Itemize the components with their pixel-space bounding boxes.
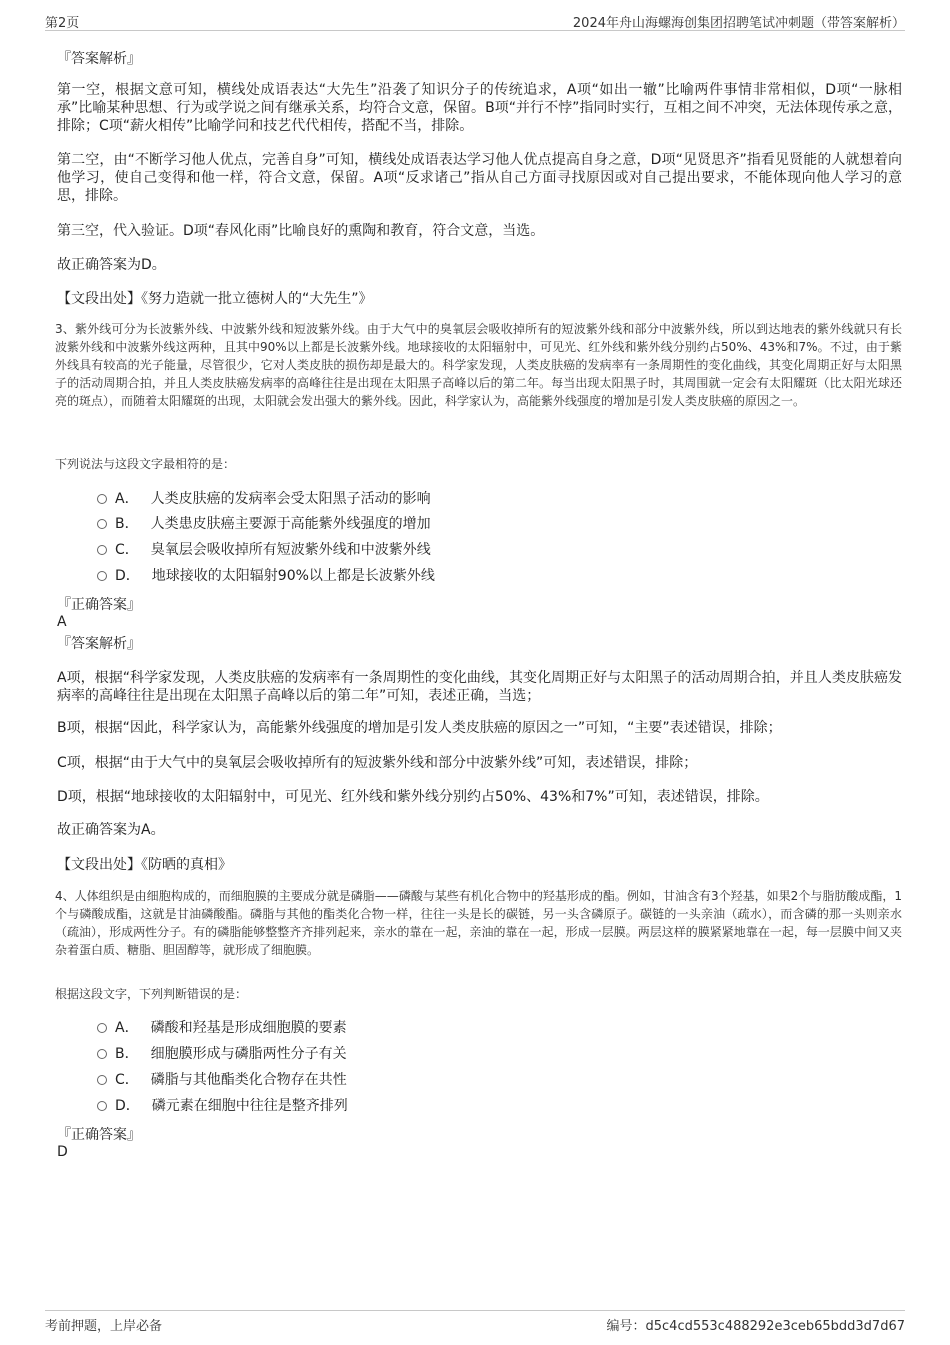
q3-passage: 3、紫外线可分为长波紫外线、中波紫外线和短波紫外线。由于大气中的臭氧层会吸收掉所有的短波紫外线和部分中波紫外线，所以到达地表的紫外线就只有长波紫外线和中波紫外线这两种，且其中90%以上都是长波紫外线。地球接收的太阳辐射中，可见光、红外线和紫外线分别约占50%、43%和7%。不过，由于紫外线具有较高的光子能量，尽管很少，它对人类皮肤的损伤却是最大的。科学家发现，人类皮肤癌的发病率有一条周期性的变化曲线，其变化周期正好与太阳黑子的活动周期合拍，并且人类皮肤癌发病率的高峰往往是出现在太阳黑子高峰以后的第二年。每当出现太阳黑子时，其周围就一定会有太阳耀斑（比太阳光球还亮的斑点），而随着太阳耀斑的出现，太阳就会发出强大的紫外线。因此，科学家认为，高能紫外线强度的增加是引发人类皮肤癌的原因之一。	[55, 322, 902, 408]
page-footer	[45, 1310, 905, 1335]
q4-option-a[interactable]: A． 磷酸和羟基是形成细胞膜的要素	[97, 1019, 347, 1037]
page-number: 第2页	[45, 16, 80, 31]
q3-answer-title: 『正确答案』	[57, 597, 141, 613]
q3-analysis-d: D项，根据“地球接收的太阳辐射中，可见光、红外线和紫外线分别约占50%、43%和7%”可知，表述错误，排除。	[57, 789, 769, 805]
radio-icon[interactable]	[97, 571, 107, 581]
q4-option-d[interactable]: D． 磷元素在细胞中往往是整齐排列	[97, 1097, 348, 1115]
q3-source: 【文段出处】《防晒的真相》	[57, 857, 232, 873]
q3-option-a[interactable]: A． 人类皮肤癌的发病率会受太阳黑子活动的影响	[97, 490, 431, 508]
radio-icon[interactable]	[97, 545, 107, 555]
q3-conclusion: 故正确答案为A。	[57, 822, 165, 838]
q2-analysis-para-3: 第三空，代入验证。D项“春风化雨”比喻良好的熏陶和教育，符合文意，当选。	[57, 223, 545, 239]
q3-analysis-title: 『答案解析』	[57, 636, 141, 652]
q2-conclusion: 故正确答案为D。	[57, 257, 166, 273]
q2-analysis-para-1: 第一空，根据文意可知，横线处成语表达“大先生”沿袭了知识分子的传统追求，A项“如出一辙”比喻两件事情非常相似，D项“一脉相承”比喻某种思想、行为或学说之间有继承关系，均符合文意，保留。B项“并行不悖”指同时实行，互相之间不冲突，无法体现传承之意，排除；C项“薪火相传”比喻学问和技艺代代相传，搭配不当，排除。	[57, 82, 902, 134]
document-serial: 编号：d5c4cd553c488292e3ceb65bdd3d7d67	[606, 1319, 905, 1334]
document-title: 2024年舟山海螺海创集团招聘笔试冲刺题（带答案解析）	[572, 16, 905, 31]
q3-option-b[interactable]: B． 人类患皮肤癌主要源于高能紫外线强度的增加	[97, 515, 431, 533]
q3-analysis-b: B项，根据“因此，科学家认为，高能紫外线强度的增加是引发人类皮肤癌的原因之一”可知，“主要”表述错误，排除；	[57, 720, 782, 736]
q3-option-c[interactable]: C． 臭氧层会吸收掉所有短波紫外线和中波紫外线	[97, 541, 431, 559]
q3-option-d[interactable]: D． 地球接收的太阳辐射90%以上都是长波紫外线	[97, 567, 435, 585]
q2-source: 【文段出处】《努力造就一批立德树人的“大先生”》	[57, 291, 373, 307]
q4-prompt: 根据这段文字，下列判断错误的是：	[55, 987, 248, 1001]
q4-option-b[interactable]: B． 细胞膜形成与磷脂两性分子有关	[97, 1045, 347, 1063]
page-header	[45, 10, 905, 31]
radio-icon[interactable]	[97, 1023, 107, 1033]
radio-icon[interactable]	[97, 1049, 107, 1059]
q3-answer: A	[57, 614, 67, 630]
q4-answer: D	[57, 1144, 68, 1160]
q2-analysis-title: 『答案解析』	[57, 51, 141, 67]
radio-icon[interactable]	[97, 1101, 107, 1111]
q4-answer-title: 『正确答案』	[57, 1127, 141, 1143]
q4-option-c[interactable]: C． 磷脂与其他酯类化合物存在共性	[97, 1071, 347, 1089]
q3-analysis-c: C项，根据“由于大气中的臭氧层会吸收掉所有的短波紫外线和部分中波紫外线”可知，表述错误，排除；	[57, 755, 698, 771]
footer-slogan: 考前押题，上岸必备	[45, 1319, 163, 1334]
q3-prompt: 下列说法与这段文字最相符的是：	[55, 457, 236, 471]
q2-analysis-para-2: 第二空，由“不断学习他人优点，完善自身”可知，横线处成语表达学习他人优点提高自身之意，D项“见贤思齐”指看见贤能的人就想着向他学习，使自己变得和他一样，符合文意，保留。A项“反求诸己”指从自己方面寻找原因或对自己提出要求，不能体现向他人学习的意思，排除。	[57, 152, 902, 204]
q4-passage: 4、人体组织是由细胞构成的，而细胞膜的主要成分就是磷脂——磷酸与某些有机化合物中的羟基形成的酯。例如，甘油含有3个羟基，如果2个与脂肪酸成酯，1个与磷酸成酯，这就是甘油磷酸酯。磷脂与其他的酯类化合物一样，往往一头是长的碳链，另一头含磷原子。碳链的一头亲油（疏水），而含磷的那一头则亲水（疏油），形成两性分子。有的磷脂能够整整齐齐排列起来，亲水的靠在一起，亲油的靠在一起，形成一层膜。两层这样的膜紧紧地靠在一起，每一层膜中间又夹杂着蛋白质、糖脂、胆固醇等，就形成了细胞膜。	[55, 889, 902, 957]
radio-icon[interactable]	[97, 1075, 107, 1085]
q3-analysis-a: A项，根据“科学家发现，人类皮肤癌的发病率有一条周期性的变化曲线，其变化周期正好与太阳黑子的活动周期合拍，并且人类皮肤癌发病率的高峰往往是出现在太阳黑子高峰以后的第二年”可知，表述正确，当选；	[57, 670, 902, 704]
radio-icon[interactable]	[97, 494, 107, 504]
radio-icon[interactable]	[97, 519, 107, 529]
